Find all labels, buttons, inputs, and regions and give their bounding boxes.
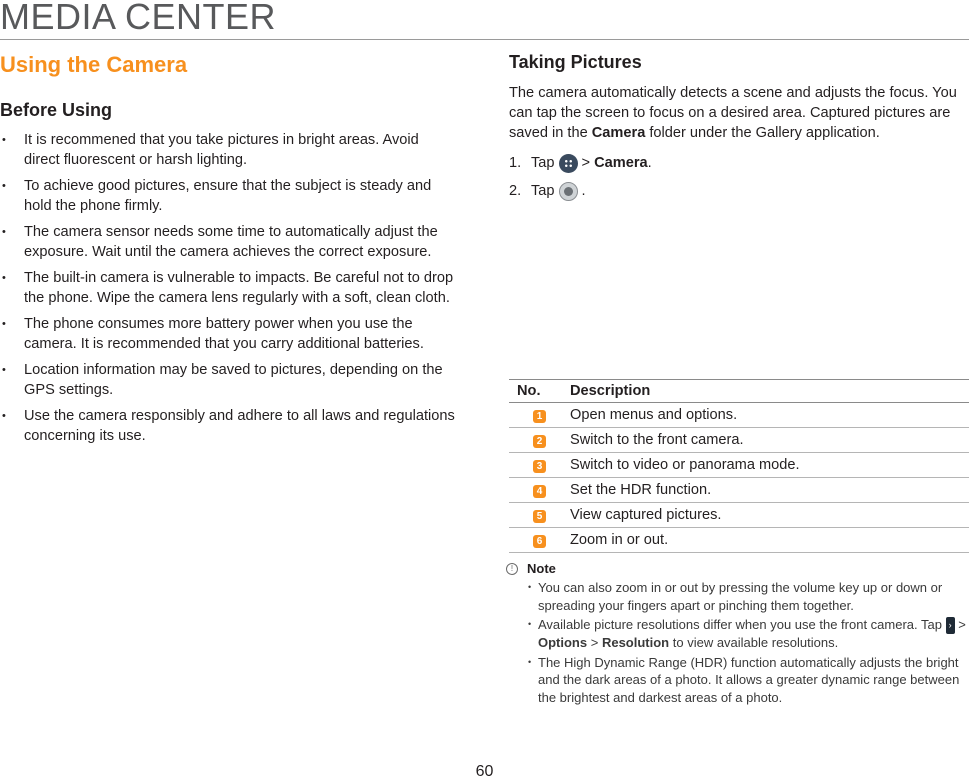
resolution-label: Resolution (601, 635, 670, 651)
list-item: • Use the camera responsibly and adhere to all laws and regulations concerning its use. (0, 407, 456, 446)
note-separator: > (590, 635, 599, 651)
camera-controls-table (509, 379, 969, 553)
steps-list (509, 153, 969, 201)
section-title: Using the Camera (0, 52, 188, 77)
apps-icon (559, 154, 578, 173)
step-text: Tap (531, 183, 555, 199)
row-description: View captured pictures. (570, 503, 969, 528)
list-item: • To achieve good pictures, ensure that the subject is steady and hold the phone firmly. (0, 177, 456, 216)
table-row (509, 528, 969, 553)
list-item: • You can also zoom in or out by pressing the volume key up or down or spreading your fingers apart or pinching them together. (506, 579, 969, 614)
number-badge: 4 (533, 485, 546, 498)
subsection-title: Before Using (0, 100, 113, 120)
camera-folder-name: Camera (591, 125, 646, 141)
list-item (506, 616, 969, 652)
step-2 (509, 181, 969, 201)
step-number: 2. (509, 183, 522, 199)
row-description: Zoom in or out. (570, 528, 969, 553)
list-item: • The High Dynamic Range (HDR) function automatically adjusts the bright and the dark areas of a photo. It allows a greater dynamic range between the brightest and darkest areas of a photo. (506, 654, 969, 707)
info-icon: ! (506, 563, 518, 575)
list-item: • Location information may be saved to pictures, depending on the GPS settings. (0, 361, 456, 400)
shutter-icon (559, 182, 578, 201)
note-box (506, 561, 969, 708)
note-text-end: to view available resolutions. (672, 635, 839, 651)
intro-text: The camera automatically detects a scene and adjusts the focus. You can tap the screen to focus on a desired area. Captured pictures are saved in the (509, 85, 957, 141)
row-description: Open menus and options. (570, 403, 969, 428)
table-row (509, 403, 969, 428)
column-header-description: Description (570, 380, 969, 403)
note-label: Note (527, 561, 556, 576)
before-using-list (0, 131, 456, 446)
list-item: • It is recommened that you take pictures in bright areas. Avoid direct fluorescent or harsh lighting. (0, 131, 456, 170)
number-badge: 1 (533, 410, 546, 423)
table-row (509, 428, 969, 453)
table-row (509, 453, 969, 478)
taking-pictures-title: Taking Pictures (509, 52, 642, 72)
note-header (506, 561, 969, 576)
menu-icon: › (946, 617, 955, 634)
number-badge: 6 (533, 535, 546, 548)
row-description: Switch to video or panorama mode. (570, 453, 969, 478)
step-period: . (581, 183, 586, 199)
header-divider (0, 39, 969, 40)
table-row (509, 503, 969, 528)
step-1 (509, 153, 969, 173)
list-item: • The phone consumes more battery power when you use the camera. It is recommended that you carry additional batteries. (0, 315, 456, 354)
intro-paragraph (509, 83, 969, 143)
page-header-title: MEDIA CENTER (0, 0, 277, 37)
column-header-no: No. (509, 380, 570, 403)
step-number: 1. (509, 155, 522, 171)
note-text: Available picture resolutions differ when you use the front camera. Tap (538, 617, 942, 632)
options-label: Options (538, 635, 588, 651)
row-description: Set the HDR function. (570, 478, 969, 503)
right-column (509, 52, 969, 209)
note-separator: > (958, 617, 966, 632)
table-header-row (509, 380, 969, 403)
left-column (0, 52, 456, 453)
step-separator: > (581, 155, 591, 171)
intro-text-end: folder under the Gallery application. (645, 125, 880, 141)
step-period: . (647, 155, 652, 171)
camera-app-label: Camera (594, 155, 648, 171)
list-item: • The camera sensor needs some time to automatically adjust the exposure. Wait until the camera achieves the correct exposure. (0, 223, 456, 262)
number-badge: 3 (533, 460, 546, 473)
row-description: Switch to the front camera. (570, 428, 969, 453)
step-text: Tap (531, 155, 555, 171)
note-list (506, 579, 969, 706)
table-row (509, 478, 969, 503)
number-badge: 5 (533, 510, 546, 523)
list-item: • The built-in camera is vulnerable to impacts. Be careful not to drop the phone. Wipe the camera lens regularly with a soft, clean cloth. (0, 269, 456, 308)
page-number: 60 (475, 763, 494, 780)
number-badge: 2 (533, 435, 546, 448)
